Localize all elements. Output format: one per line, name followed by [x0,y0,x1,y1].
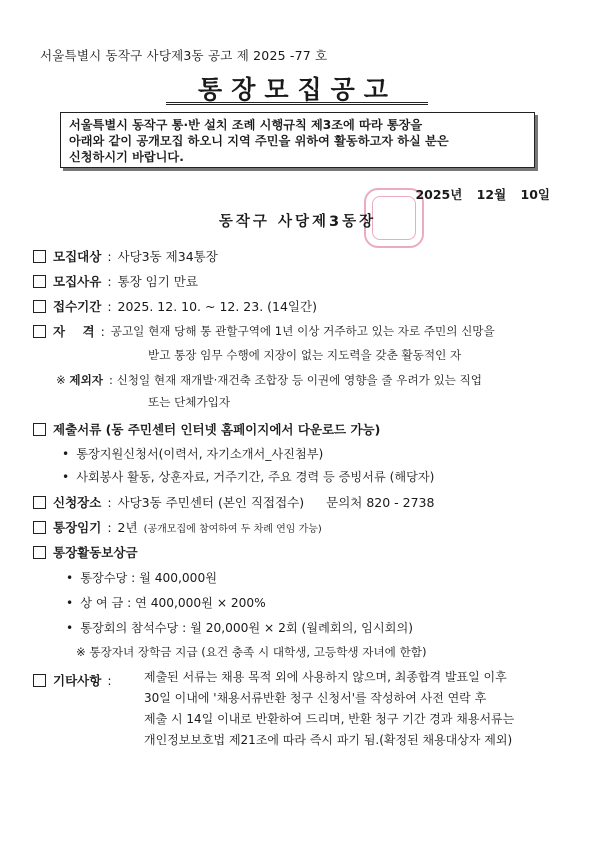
item-value: 통장 임기 만료 [117,274,198,289]
excluded-note: ※ 제외자 : 신청일 현재 재개발·재건축 조합장 등 이권에 영향을 줄 우려가 있는 직업 [56,373,482,387]
term-note: (공개모집에 참여하여 두 차례 연임 가능) [143,523,322,535]
list-item-text: 통장수당 : 월 400,000원 [80,571,217,585]
page-title: 통장모집공고 [198,75,397,104]
list-item-text: 통장회의 참석수당 : 월 20,000원 × 2회 (월례회의, 임시회의) [80,621,413,635]
note-label: 제외자 [69,373,104,387]
list-item: • 통장회의 참석수당 : 월 20,000원 × 2회 (월례회의, 임시회의) [66,621,413,635]
item-label: 통장활동보상금 [53,545,138,560]
intro-box [60,112,535,168]
other-line: 제출 시 14일 이내로 반환하여 드리며, 반환 청구 기간 경과 채용서류는 [144,712,515,726]
item-label: 접수기간 [53,299,102,314]
item-value: 공고일 현재 당해 통 관할구역에 1년 이상 거주하고 있는 자로 주민의 신망을 [110,324,495,338]
item-value: 사당3동 주민센터 (본인 직접접수) [117,495,305,510]
title-underline [166,102,428,105]
checkbox-icon [33,275,46,288]
intro-line: 아래와 같이 공개모집 하오니 지역 주민을 위하여 활동하고자 하실 분은 [69,134,449,148]
date-year: 2025년 [415,187,463,202]
item-value: 사당3동 제34통장 [117,249,218,264]
allowance-note: ※ 통장자녀 장학금 지급 (요건 충족 시 대학생, 고등학생 자녀에 한함) [76,645,427,659]
item-value: 2년 [117,520,138,535]
date-month: 12월 [476,187,507,202]
item-label: 모집사유 [53,274,102,289]
item-period: 접수기간 : 2025. 12. 10. ~ 12. 23. (14일간) [33,297,317,315]
issuer-name: 동작구 사당제3동장 [218,214,377,230]
notice-number: 서울특별시 동작구 사당제3동 공고 제 2025 -77 호 [40,48,328,63]
qualification-line2: 받고 통장 임무 수행에 지장이 없는 지도력을 갖춘 활동적인 자 [148,348,462,362]
notice-date [415,185,550,203]
other-line: 30일 이내에 '채용서류반환 청구 신청서'를 작성하여 사전 연락 후 [144,691,487,705]
list-item: • 통장수당 : 월 400,000원 [66,571,217,585]
checkbox-icon [33,496,46,509]
item-qualification: 자 격 : 공고일 현재 당해 통 관할구역에 1년 이상 거주하고 있는 자로 주민의 신망을 [33,322,495,340]
item-other: 기타사항 : [33,671,118,689]
excluded-line2: 또는 단체가입자 [148,395,231,409]
list-item-text: 사회봉사 활동, 상훈자료, 거주기간, 주요 경력 등 증빙서류 (해당자) [76,470,435,484]
checkbox-icon [33,325,46,338]
list-item-text: 상 여 금 : 연 400,000원 × 200% [80,596,266,610]
checkbox-icon [33,300,46,313]
intro-line: 서울특별시 동작구 통·반 설치 조례 시행규칙 제3조에 따라 통장을 [69,118,423,132]
item-label: 통장임기 [53,520,102,535]
list-item: • 사회봉사 활동, 상훈자료, 거주기간, 주요 경력 등 증빙서류 (해당자) [62,470,435,484]
item-reason: 모집사유 : 통장 임기 만료 [33,272,198,290]
other-line: 제출된 서류는 채용 목적 외에 사용하지 않으며, 최종합격 발표일 이후 [144,670,507,684]
contact-number: 문의처 820 - 2738 [326,495,435,510]
list-item: • 상 여 금 : 연 400,000원 × 200% [66,596,266,610]
item-place: 신청장소 : 사당3동 주민센터 (본인 직접접수) 문의처 820 - 2738 [33,493,434,511]
item-target: 모집대상 : 사당3동 제34통장 [33,247,218,265]
item-label: 자 격 [53,324,95,339]
list-item-text: 통장지원신청서(이력서, 자기소개서_사진첨부) [76,447,324,461]
list-item: • 통장지원신청서(이력서, 자기소개서_사진첨부) [62,447,324,461]
item-label: 제출서류 (동 주민센터 인터넷 홈페이지에서 다운로드 가능) [53,422,381,437]
note-line: 신청일 현재 재개발·재건축 조합장 등 이권에 영향을 줄 우려가 있는 직업 [116,373,482,387]
item-term: 통장임기 : 2년 (공개모집에 참여하여 두 차례 연임 가능) [33,518,322,536]
intro-line: 신청하시기 바랍니다. [69,150,184,164]
checkbox-icon [33,423,46,436]
date-day: 10일 [520,187,550,202]
checkbox-icon [33,521,46,534]
item-label: 신청장소 [53,495,102,510]
checkbox-icon [33,674,46,687]
other-line: 개인정보보호법 제21조에 따라 즉시 파기 됨.(확정된 채용대상자 제외) [144,733,513,747]
checkbox-icon [33,250,46,263]
item-label: 기타사항 [53,673,102,688]
item-allowance [33,543,138,561]
item-label: 모집대상 [53,249,102,264]
item-value: 2025. 12. 10. ~ 12. 23. (14일간) [117,299,317,314]
other-text [144,667,564,751]
note-mark: ※ [56,373,66,387]
item-documents [33,420,380,438]
checkbox-icon [33,546,46,559]
